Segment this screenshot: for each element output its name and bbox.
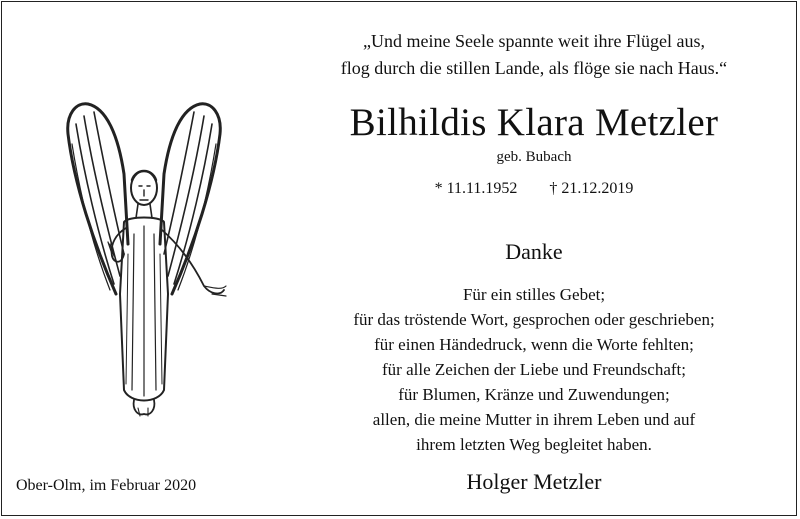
- angel-illustration-icon: [54, 94, 234, 430]
- place-date: Ober-Olm, im Februar 2020: [16, 477, 197, 494]
- thanks-line: für einen Händedruck, wenn die Worte fehlten;: [374, 335, 694, 354]
- signer-name: Holger Metzler: [466, 469, 602, 494]
- obituary-card: [1, 1, 797, 516]
- life-dates: [274, 178, 794, 200]
- maiden-name: geb. Bubach: [496, 149, 572, 165]
- thanks-line: ihrem letzten Weg begleitet haben.: [416, 435, 652, 454]
- birth-date: * 11.11.1952: [434, 180, 518, 197]
- quote-line: flog durch die stillen Lande, als flöge sie nach Haus.“: [340, 58, 728, 78]
- quote-line: „Und meine Seele spannte weit ihre Flügel aus,: [363, 31, 705, 51]
- death-date: † 21.12.2019: [549, 180, 634, 197]
- thanks-text: [274, 282, 794, 457]
- deceased-name: Bilhildis Klara Metzler: [349, 101, 719, 144]
- thanks-title: Danke: [505, 239, 563, 264]
- quote: [274, 28, 794, 82]
- thanks-line: für Blumen, Kränze und Zuwendungen;: [398, 385, 670, 404]
- thanks-line: Für ein stilles Gebet;: [462, 285, 606, 304]
- thanks-line: für alle Zeichen der Liebe und Freundschaft;: [382, 360, 686, 379]
- thanks-line: allen, die meine Mutter in ihrem Leben und auf: [372, 410, 696, 429]
- thanks-line: für das tröstende Wort, gesprochen oder geschrieben;: [353, 310, 715, 329]
